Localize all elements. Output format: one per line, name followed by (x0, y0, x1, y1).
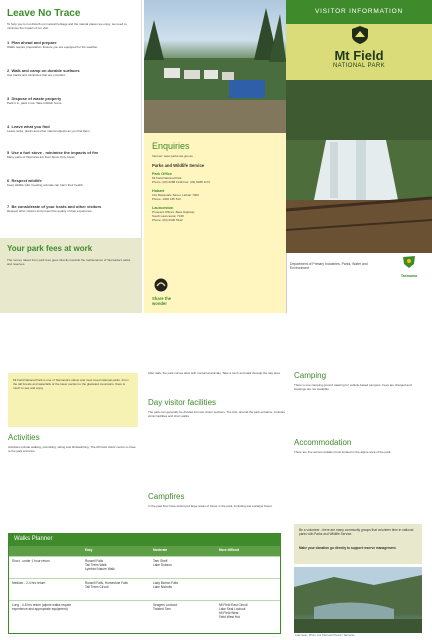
tasmania-map-icon (401, 255, 417, 269)
table-row: Short - under 1 hour return Russell Falls Tall Trees Walk Lyrebird Nature Walk Tarn Shelf Lake Dobson (9, 556, 280, 578)
col-moderate: Moderate (153, 548, 168, 552)
leave-no-trace-title: Leave No Trace (7, 8, 81, 19)
activities-title: Activities (8, 433, 40, 442)
activities-text: Activities include walking, picnicking, skiing and birdwatching. The Mt Field visitor centre is close to the park entrance. (8, 445, 136, 454)
enquiries-org: Parks and Wildlife Service (152, 163, 205, 168)
campground-illustration (144, 0, 286, 133)
office-hobart: Hobart 134 Macquarie Street, Hobart 7000 Phone: 1300 135 513 (152, 189, 199, 202)
walks-header-row (9, 546, 280, 556)
accommodation-title: Accommodation (294, 438, 352, 447)
fees-title: Your park fees at work (7, 244, 93, 253)
campfires-title: Campfires (148, 492, 185, 501)
trace-item-2: 2 Walk and camp on durable surfaces Use tracks and campsites that are provided. (7, 68, 80, 77)
leave-no-trace-intro: To help you to not disturb our natural heritage and the natural places we enjoy, we need to minimise the impact of our visit. (7, 22, 127, 31)
campfires-text: In the past fires have destroyed large areas of forest in the park, including wet eucalypt forest. (148, 504, 273, 508)
waterfall-photo (286, 80, 432, 253)
trace-item-1: 1 Plan ahead and prepare Walks require preparation. Ensure you are equipped for the weather. (7, 40, 98, 49)
department-name: Department of Primary Industries, Parks, Water and Environment (290, 262, 368, 271)
park-subtitle: NATIONAL PARK (332, 63, 386, 69)
waterfall-illustration (286, 80, 432, 253)
day-visitor-text: The park can generally be divided into two visitor sections. The first, around the park entrance, includes picnic facilities and short walks. (148, 410, 286, 419)
share-the-wonder-logo: Share the wonder (152, 278, 182, 304)
enquiries-box (144, 133, 286, 313)
trace-item-7: 7 Be considerate of your hosts and other visitors Respect other visitors and protect the quality of their experience. (7, 204, 102, 213)
visitor-information-bar: VISITOR INFORMATION (286, 0, 432, 24)
about-box (8, 373, 138, 427)
lake-illustration (294, 567, 422, 633)
accommodation-text: There are five accommodation huts located in the alpine area of the park. (294, 450, 392, 454)
volunteer-text: Be a volunteer - there are many community groups that volunteer time in national parks with Parks and Wildlife Service. (299, 528, 414, 537)
office-park: Park Office Mt Field National Park Phone: (03) 6288 1149 Fax: (03) 6288 1172 (152, 172, 211, 185)
day-visitor-title: Day visitor facilities (148, 398, 217, 407)
trace-item-5: 5 Use a fuel stove - minimise the impacts of fire Many parts of Tasmania are Fuel Stove Only Areas. (7, 150, 99, 159)
volunteer-box (294, 524, 422, 564)
parks-wildlife-emblem-icon (352, 26, 368, 44)
share-the-wonder-icon (152, 278, 170, 292)
col-easy: Easy (85, 548, 93, 552)
office-launceston: Launceston Prospect Offices, Bass Highway South Launceston 7249 Phone: (03) 6336 5312 (152, 206, 195, 223)
donate-text: Make your donation go directly to support reserve management. (299, 546, 397, 550)
enquiries-website[interactable]: Internet: www.parks.tas.gov.au (152, 154, 193, 158)
table-row: Medium - 2-4 hrs return Russell Falls, Horseshoe Falls Tall Trees Circuit Lady Barron Falls Lake Nicholls (9, 578, 280, 600)
park-name: Mt Field (334, 48, 384, 63)
trace-item-6: 6 Respect wildlife Keep wildlife wild. Feeding animals can harm their health. (7, 178, 84, 187)
camping-text: There is one camping ground catering for vehicle-based campers. Fees are charged and bookings are not available. (294, 383, 412, 392)
enquiries-title: Enquiries (152, 141, 190, 151)
walks-planner-table (8, 533, 281, 634)
table-row: Long - 4-8 hrs return (alpine walks require experience and appropriate equipment) Seagers Lookout Twisted Tarn Mt Field East Circuit Lake Seal Lookout Mt Field West Field West Hut (9, 600, 280, 633)
tasmania-logo: Tasmania (392, 255, 426, 281)
lake-seal-photo (294, 567, 422, 633)
fees-box (0, 238, 142, 313)
camping-title: Camping (294, 371, 327, 380)
trace-item-4: 4 Leave what you find Leave rocks, plants and other natural objects as you find them. (7, 124, 91, 133)
lake-photo-caption: Lake Seal - Photo: Joe Shemesh/Tourism Tasmania (295, 634, 355, 637)
park-name-band (286, 24, 432, 80)
walks-title: Walks Planner (14, 536, 53, 542)
fees-text: The money raised from park fees goes directly towards the maintenance of Tasmania's parks and reserves. (7, 258, 131, 267)
walks-title-bar (9, 534, 280, 546)
about-text: Mt Field National Park is one of Tasmania's oldest and most loved national parks. From the tall forests and waterfalls of the lower section to the glaciated mountains, there is much to see and enjoy. (13, 378, 129, 391)
campground-photo (144, 0, 286, 133)
trace-item-3: 3 Dispose of waste properly Pack it in, pack it out. Take rubbish home. (7, 96, 63, 105)
after-dark-text: After dark, the park comes alive with nocturnal animals. Take a torch and walk through the day area. (148, 371, 281, 375)
col-difficult: More difficult (219, 548, 240, 552)
